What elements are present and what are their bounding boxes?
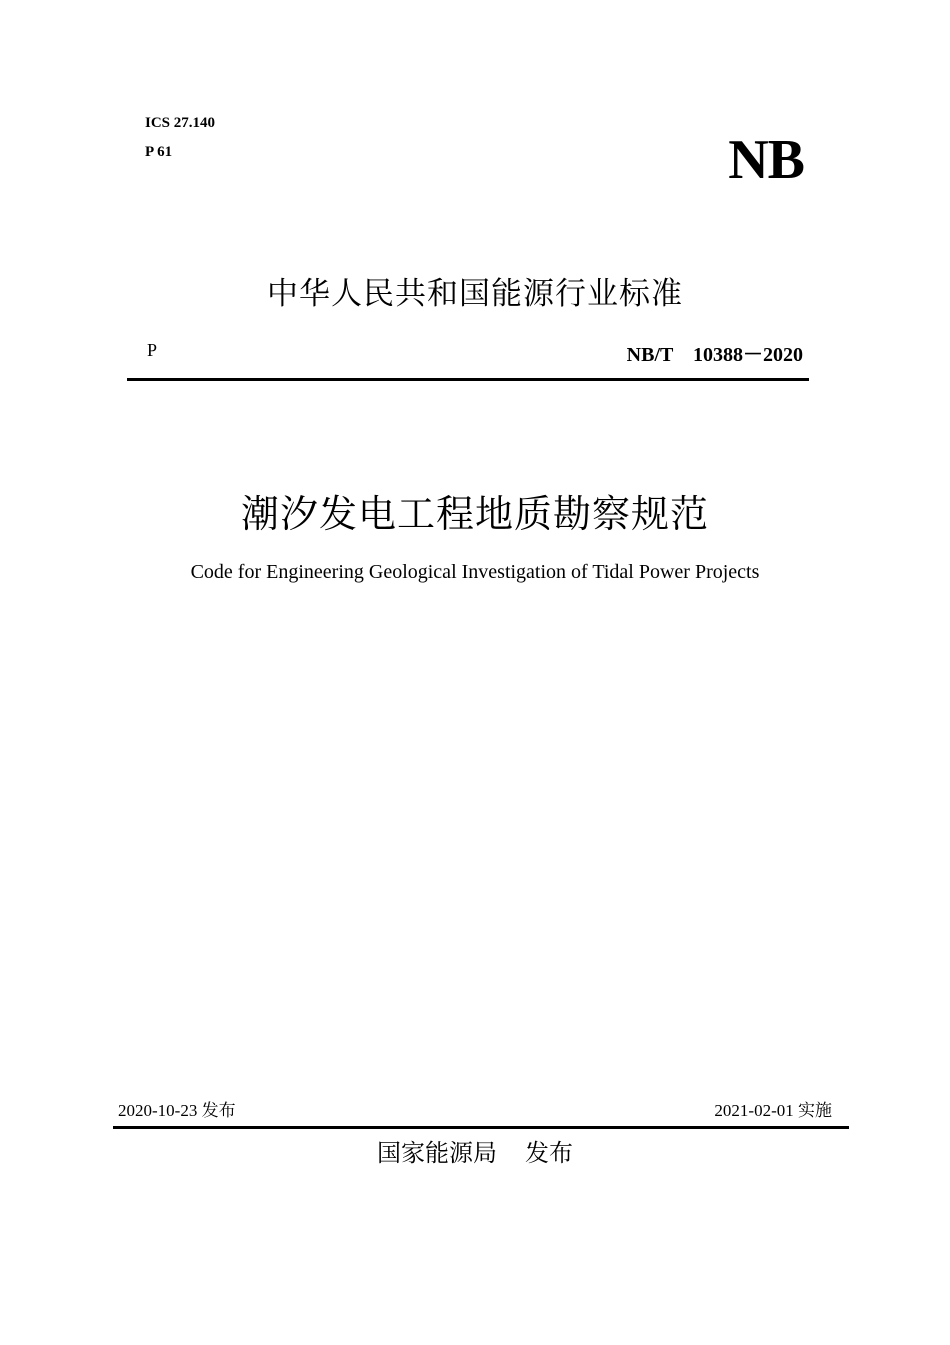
- top-divider: [127, 378, 809, 381]
- document-title-english: Code for Engineering Geological Investigation of Tidal Power Projects: [190, 561, 760, 583]
- ics-code: ICS 27.140: [145, 115, 216, 131]
- document-title-chinese: 潮汐发电工程地质勘察规范: [240, 492, 709, 536]
- issuer-name: 国家能源局: [377, 1139, 497, 1167]
- issuer-action: 发布: [525, 1139, 573, 1167]
- standard-type-heading: 中华人民共和国能源行业标准: [267, 276, 683, 312]
- filing-code: P: [147, 340, 158, 360]
- issuer-line: [0, 1133, 950, 1168]
- standard-number: NB/T 10388－2020: [626, 344, 803, 366]
- ccs-code: P 61: [145, 144, 173, 160]
- implementation-date: 2021-02-01 实施: [714, 1101, 832, 1120]
- nb-logo: NB: [728, 129, 804, 191]
- issue-date: 2020-10-23 发布: [118, 1101, 236, 1120]
- bottom-divider: [113, 1126, 849, 1129]
